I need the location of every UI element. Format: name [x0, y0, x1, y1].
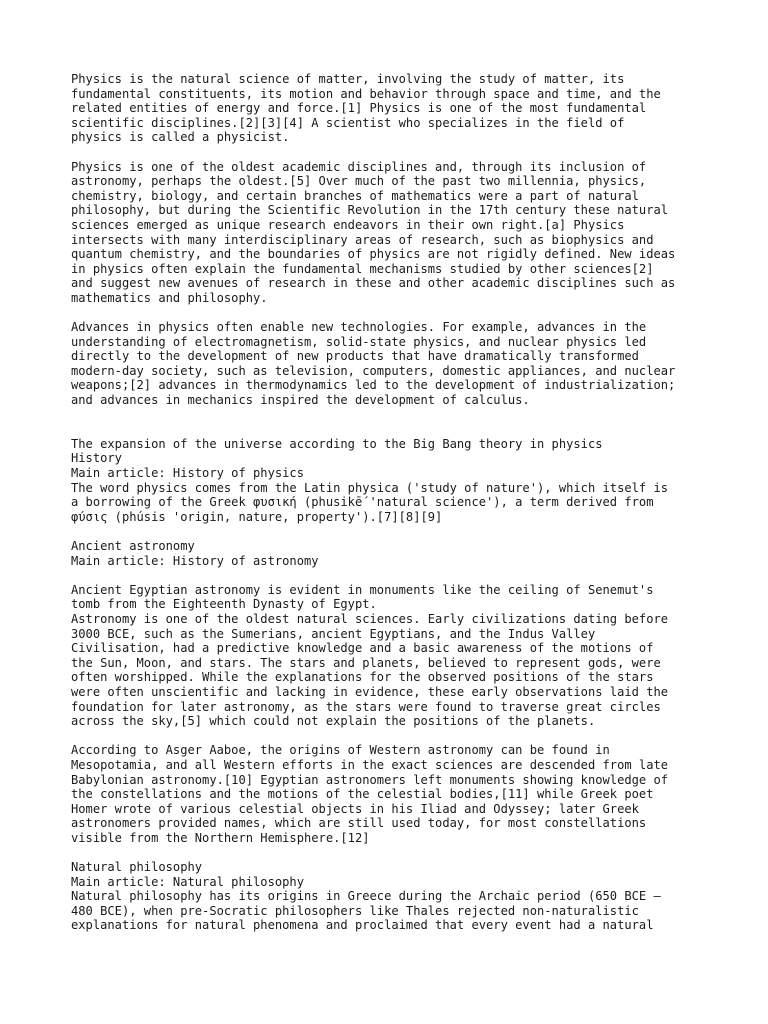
text-line: φύσις (phúsis 'origin, nature, property').[7][8][9] [71, 509, 443, 524]
blank-line [71, 408, 731, 423]
text-line: The expansion of the universe according to the Big Bang theory in physics [71, 436, 603, 451]
text-line: Civilisation, had a predictive knowledge and a basic awareness of the motions of [71, 641, 654, 656]
text-line: tomb from the Eighteenth Dynasty of Egypt. [71, 597, 377, 612]
text-line: 480 BCE), when pre-Socratic philosophers like Thales rejected non-naturalistic [71, 903, 639, 918]
text-line: a borrowing of the Greek φυσική (phusikḗ 'natural science'), a term derived from [71, 495, 654, 510]
text-line: understanding of electromagnetism, solid-state physics, and nuclear physics led [71, 334, 647, 349]
text-line: astronomy, perhaps the oldest.[5] Over much of the past two millennia, physics, [71, 174, 647, 189]
text-line: sciences emerged as unique research endeavors in their own right.[a] Physics [71, 217, 625, 232]
text-line: Main article: History of physics [71, 466, 304, 481]
blank-line [71, 145, 731, 160]
blank-line [71, 306, 731, 321]
text-line: philosophy, but during the Scientific Revolution in the 17th century these natural [71, 203, 669, 218]
text-line: Advances in physics often enable new technologies. For example, advances in the [71, 320, 647, 335]
blank-line [71, 422, 731, 437]
blank-line [71, 568, 731, 583]
text-line: Natural philosophy has its origins in Greece during the Archaic period (650 BCE – [71, 889, 661, 904]
text-line: often worshipped. While the explanations for the observed positions of the stars [71, 670, 654, 685]
text-line: foundation for later astronomy, as the stars were found to traverse great circles [71, 699, 661, 714]
text-line: fundamental constituents, its motion and behavior through space and time, and the [71, 86, 661, 101]
text-line: 3000 BCE, such as the Sumerians, ancient Egyptians, and the Indus Valley [71, 626, 596, 641]
text-line: the constellations and the motions of the celestial bodies,[11] while Greek poet [71, 787, 654, 802]
text-line: explanations for natural phenomena and proclaimed that every event had a natural [71, 918, 654, 933]
text-line: astronomers provided names, which are still used today, for most constellations [71, 816, 647, 831]
text-line: weapons;[2] advances in thermodynamics led to the development of industrialization; [71, 378, 676, 393]
text-line: chemistry, biology, and certain branches of mathematics were a part of natural [71, 188, 639, 203]
blank-line [71, 729, 731, 744]
text-line: Mesopotamia, and all Western efforts in the exact sciences are descended from late [71, 757, 669, 772]
text-line: History [71, 451, 122, 466]
text-line: According to Asger Aaboe, the origins of Western astronomy can be found in [71, 743, 610, 758]
text-line: Astronomy is one of the oldest natural sciences. Early civilizations dating before [71, 611, 669, 626]
text-line: quantum chemistry, and the boundaries of physics are not rigidly defined. New ideas [71, 247, 676, 262]
text-line: Natural philosophy [71, 860, 203, 875]
text-line: across the sky,[5] which could not explain the positions of the planets. [71, 714, 596, 729]
text-line: Physics is the natural science of matter, involving the study of matter, its [71, 72, 625, 86]
text-line: and suggest new avenues of research in these and other academic disciplines such as [71, 276, 676, 291]
text-line: physics is called a physicist. [71, 130, 290, 145]
text-line: Homer wrote of various celestial objects in his Iliad and Odyssey; later Greek [71, 801, 639, 816]
text-line: Ancient Egyptian astronomy is evident in monuments like the ceiling of Senemut's [71, 582, 654, 597]
text-line: modern-day society, such as television, computers, domestic appliances, and nuclear [71, 363, 676, 378]
text-line: Main article: Natural philosophy [71, 874, 304, 889]
text-line: Physics is one of the oldest academic disciplines and, through its inclusion of [71, 159, 647, 174]
text-line: directly to the development of new products that have dramatically transformed [71, 349, 639, 364]
text-line: The word physics comes from the Latin physica ('study of nature'), which itself is [71, 480, 669, 495]
text-line: intersects with many interdisciplinary areas of research, such as biophysics and [71, 232, 654, 247]
document-body [71, 72, 731, 933]
text-line: in physics often explain the fundamental mechanisms studied by other sciences[2] [71, 261, 654, 276]
text-line: and advances in mechanics inspired the development of calculus. [71, 393, 530, 408]
blank-line [71, 524, 731, 539]
text-line: visible from the Northern Hemisphere.[12] [71, 830, 370, 845]
text-line: Babylonian astronomy.[10] Egyptian astronomers left monuments showing knowledge of [71, 772, 669, 787]
text-line: Ancient astronomy [71, 539, 195, 553]
text-line: were often unscientific and lacking in evidence, these early observations laid the [71, 684, 669, 699]
text-line: Main article: History of astronomy [71, 553, 319, 568]
blank-line [71, 845, 731, 860]
text-line: mathematics and philosophy. [71, 290, 268, 305]
text-line: related entities of energy and force.[1] Physics is one of the most fundamental [71, 101, 647, 116]
text-line: scientific disciplines.[2][3][4] A scientist who specializes in the field of [71, 115, 625, 130]
text-line: the Sun, Moon, and stars. The stars and planets, believed to represent gods, were [71, 655, 661, 670]
